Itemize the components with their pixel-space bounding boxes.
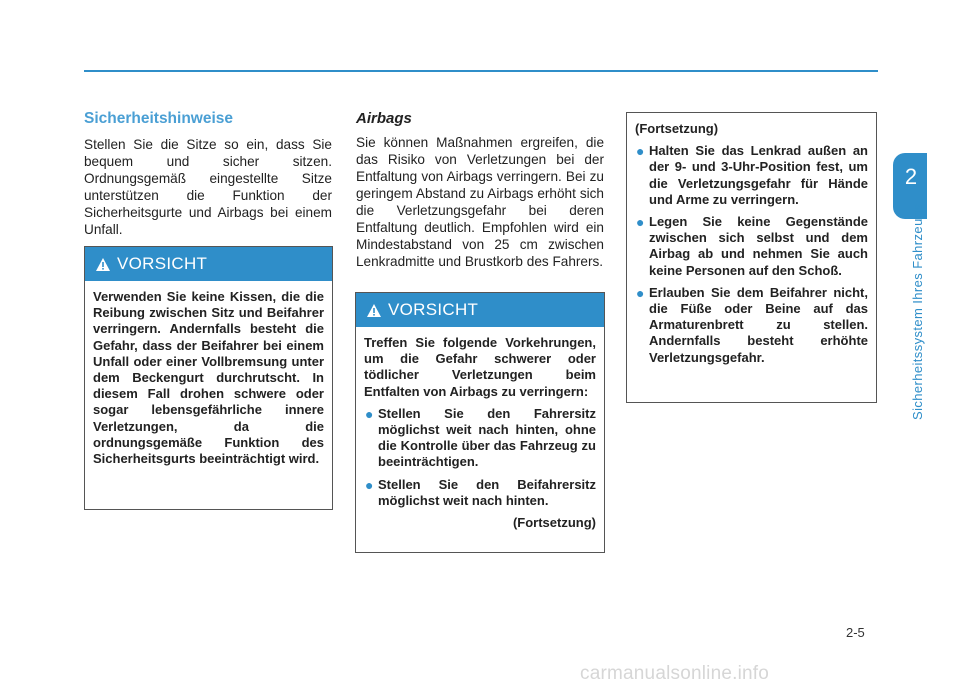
continued-heading: (Fortsetzung) <box>635 121 719 136</box>
bullet-icon: ● <box>636 214 645 231</box>
list-item <box>364 406 596 471</box>
caution-text: Verwenden Sie keine Kissen, die die Reibung zwischen Sitz und Beifahrer verringern. Andernfalls besteht die Gefahr, dass der Beifahrer bei einem Unfall oder einer Vollbremsung unter dem Beckengurt durchrutscht. In diesem Fall drohen schwere oder sogar lebensgefährliche innere Verletzungen, da die ordnungsgemäße Funktion des Sicherheitsgurts beeinträchtigt wird. <box>93 289 324 467</box>
continued-label: (Fortsetzung) <box>512 515 596 531</box>
section-heading: Sicherheitshinweise <box>84 110 234 127</box>
page-number: 2-5 <box>846 625 865 640</box>
caution-list <box>364 406 596 509</box>
list-item <box>635 214 868 279</box>
caution-box-cushions <box>84 246 333 510</box>
list-item <box>364 477 596 509</box>
bullet-icon: ● <box>365 476 374 493</box>
chapter-number: 2 <box>904 164 918 189</box>
caution-box-continued <box>626 112 877 403</box>
caution-title: VORSICHT <box>117 254 208 273</box>
caution-title: VORSICHT <box>388 300 479 319</box>
caution-body <box>356 327 604 539</box>
chapter-side-title: Sicherheitssystem Ihres Fahrzeugs <box>910 203 925 420</box>
airbags-heading: Airbags <box>356 110 412 127</box>
bullet-icon: ● <box>365 405 374 422</box>
list-item-text: Stellen Sie den Fahrersitz möglichst weit nach hinten, ohne die Kontrolle über das Fahrzeug zu beeinträchtigen. <box>378 405 596 470</box>
watermark: carmanualsonline.info <box>580 663 770 684</box>
bullet-icon: ● <box>636 143 645 160</box>
list-item-text: Stellen Sie den Beifahrersitz möglichst weit nach hinten. <box>378 476 596 508</box>
top-rule <box>84 70 878 72</box>
list-item <box>635 285 868 366</box>
airbags-paragraph: Sie können Maßnahmen ergreifen, die das Risiko von Verletzungen bei der Entfaltung von Airbags verringern. Bei zu geringem Abstand zu Airbags erhöht sich die Verletzungsgefahr bei deren Entfaltung deutlich. Empfohlen wird ein Mindestabstand von 25 cm zwischen Lenkradmitte und Brustkorb des Fahrers. <box>356 135 604 269</box>
warning-icon <box>95 257 111 272</box>
caution-list <box>635 143 868 366</box>
caution-body <box>627 113 876 380</box>
caution-header <box>356 293 604 327</box>
list-item-text: Halten Sie das Lenkrad außen an der 9- und 3-Uhr-Position fest, um die Verletzungsgefahr für Hände und Arme zu verringern. <box>649 143 868 207</box>
list-item <box>635 143 868 208</box>
bullet-icon: ● <box>636 284 645 301</box>
caution-intro: Treffen Sie folgende Vorkehrungen, um die Gefahr schwerer oder tödlicher Verletzungen beim Entfalten von Airbags zu verringern: <box>364 335 596 399</box>
warning-icon <box>366 303 382 318</box>
list-item-text: Legen Sie keine Gegenstände zwischen sich selbst und dem Airbag ab und nehmen Sie auch keine Personen auf den Schoß. <box>649 214 868 278</box>
caution-body <box>85 281 332 475</box>
section-paragraph: Stellen Sie die Sitze so ein, dass Sie bequem und sicher sitzen. Ordnungsgemäß eingestellte Sitze unterstützen die Funktion der Sicherheitsgurte und Airbags bei einem Unfall. <box>84 137 332 237</box>
caution-box-airbags <box>355 292 605 553</box>
list-item-text: Erlauben Sie dem Beifahrer nicht, die Füße oder Beine auf das Armaturenbrett zu stellen. Andernfalls besteht erhöhte Verletzungsgefahr. <box>649 284 868 365</box>
caution-header <box>85 247 332 281</box>
